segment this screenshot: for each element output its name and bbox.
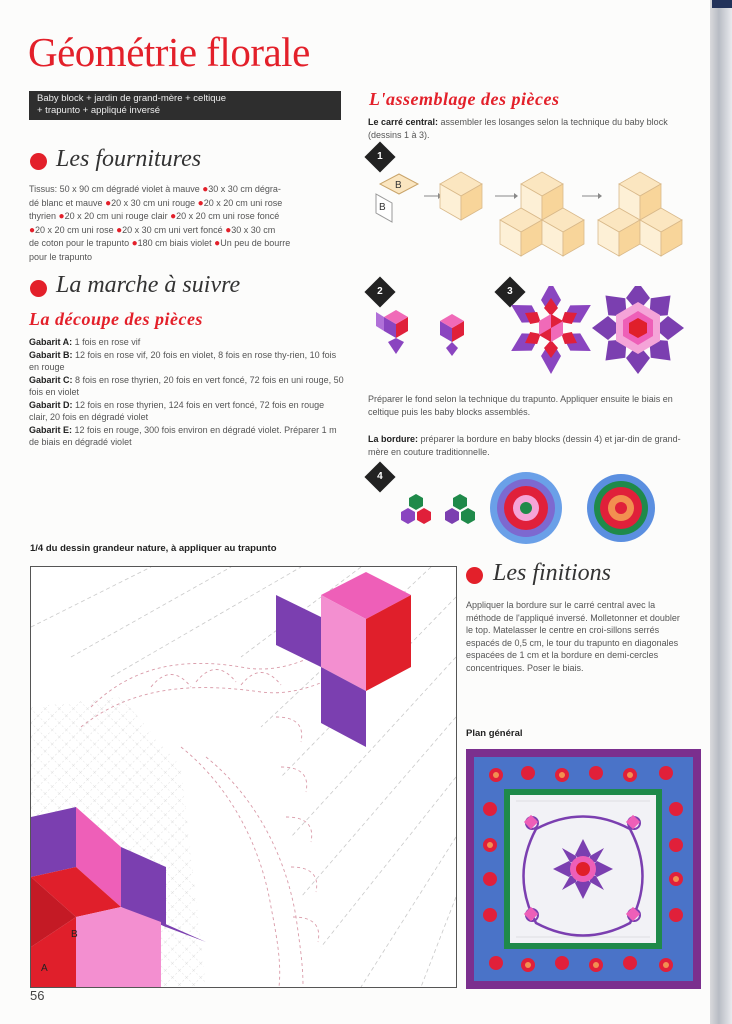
plan-caption: Plan général [466,728,523,739]
gabarit-text: 12 fois en rose thyrien, 124 fois en vert foncé, 72 fois en rouge clair, 20 fois en dégradé violet [29,399,325,422]
gabarit-list [29,336,345,449]
gabarit-text: 8 fois en rose thyrien, 20 fois en vert foncé, 72 fois en uni rouge, 50 fois en violet [29,374,344,397]
gabarit-label: Gabarit A: [29,337,73,347]
page-number: 56 [30,988,45,1003]
banner-line-2: + trapunto + appliqué inversé [37,105,161,116]
banner-line-1: Baby block + jardin de grand-mère + celtique [37,93,227,104]
gabarit-text: 12 fois en rose vif, 20 fois en violet, 8 fois en rose thy-rien, 10 fois en rouge [29,349,337,372]
finitions-heading: Les finitions [493,560,612,586]
page-title: Géométrie florale [28,29,310,75]
bordure-text [368,433,686,458]
gabarit-text: 1 fois en rose vif [72,337,141,347]
flower-star-large [592,286,684,374]
trapunto-drawing [31,567,456,987]
gabarit-label: Gabarit E: [29,424,73,435]
gabarit-label: Gabarit B: [29,349,73,360]
bordure-body: préparer la bordure en baby blocks (dessin 4) et jar-din de grand-mère en couture traditionnelle. [368,434,681,457]
step-number: 3 [507,286,513,297]
fournitures-line: thyrien ●20 x 20 cm uni rouge clair ●20 x 20 cm uni rose foncé [29,211,280,223]
piece-label-b: B [395,180,402,191]
fournitures-text [29,183,349,264]
fournitures-line: ●20 x 20 cm uni rose ●20 x 30 cm uni vert foncé ●30 x 30 cm [29,224,276,236]
garden-hexagon [490,472,562,544]
page-edge [710,0,732,1024]
fournitures-line: de coton pour le trapunto ●180 cm biais violet ●Un peu de bourre [29,238,291,250]
gabarit-item [29,424,345,449]
template-label-a: A [41,963,48,974]
plan-general-quilt [466,749,701,989]
fournitures-line: Tissus: 50 x 90 cm dégradé violet à mauve ●30 x 30 cm dégra- [29,184,281,195]
step-number: 2 [377,286,383,297]
section-bullet [30,153,47,170]
fond-text: Préparer le fond selon la technique du trapunto. Appliquer ensuite le biais en celtique puis les baby blocks assemblés. [368,394,673,417]
garden-rosette [587,474,655,542]
gabarit-item [29,336,345,349]
dessin-caption: 1/4 du dessin grandeur nature, à appliquer au trapunto [30,543,277,554]
decoupe-heading: La découpe des pièces [29,309,203,329]
piece-label-b: B [379,202,386,213]
gabarit-item [29,399,345,424]
gabarit-label: Gabarit C: [29,374,73,385]
gabarit-item [29,349,345,374]
flower-star-small [506,286,596,374]
baby-block-diagram-1 [366,166,686,270]
gabarit-text: 12 fois en rouge, 300 fois environ en dégradé violet. Préparer 1 m de biais en dégradé violet [29,424,337,447]
template-label-b: B [71,929,78,940]
step-number: 4 [377,471,383,482]
fournitures-line: pour le trapunto [29,251,93,262]
page-edge-marker [712,0,732,8]
central-label: Le carré central: [368,117,439,127]
central-body: assembler les losanges selon la technique du baby block (dessins 1 à 3). [368,117,668,140]
step-number: 1 [377,151,383,162]
central-text [368,116,686,141]
full-size-drawing [30,566,457,988]
marche-heading: La marche à suivre [56,272,241,298]
assemblage-heading: L'assemblage des pièces [369,89,560,109]
fournitures-line: dé blanc et mauve ●20 x 30 cm uni rouge ●20 x 20 cm uni rose [29,197,283,209]
baby-block-diagram-2-3 [366,286,686,386]
bordure-label: La bordure: [368,434,419,444]
subtitle-banner [29,91,341,120]
border-diagram-4 [396,468,666,548]
section-bullet [466,567,483,584]
fournitures-heading: Les fournitures [56,146,202,172]
gabarit-item [29,374,345,399]
gabarit-label: Gabarit D: [29,399,73,410]
finitions-text: Appliquer la bordure sur le carré central avec la méthode de l'appliqué inversé. Molletonner et doubler le top. Matelasser le centre en croi-sillons serrés espacés de 0,5 cm, le tour du trapunto en diagonales espacées de 1 cm et la bordure en demi-cercles concentriques. Poser le biais. [466,600,680,673]
section-bullet [30,280,47,297]
